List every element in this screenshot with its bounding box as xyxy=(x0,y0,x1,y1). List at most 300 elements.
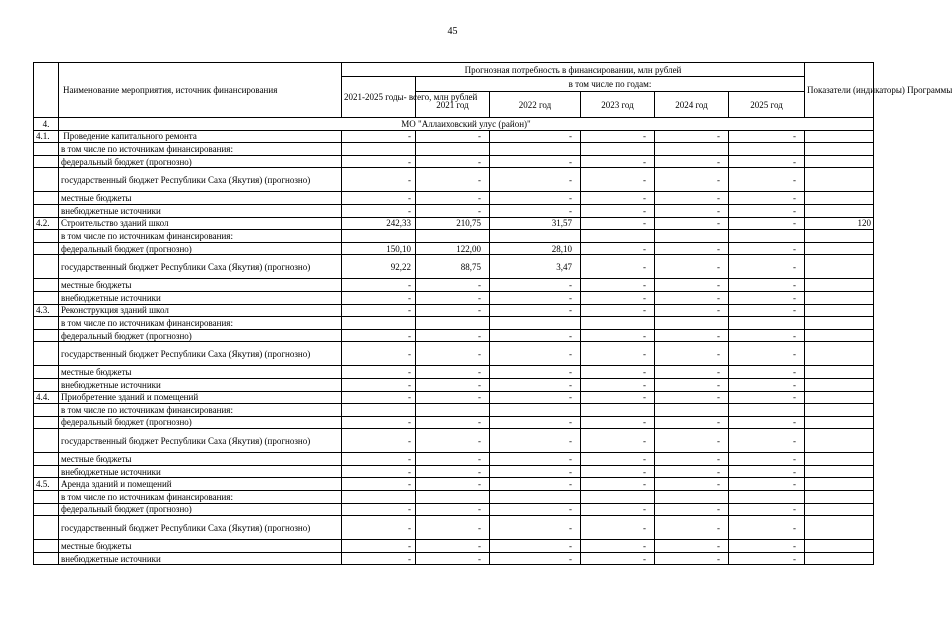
value-y2024: - xyxy=(655,478,729,491)
value-indicator xyxy=(805,453,874,466)
financing-table xyxy=(33,62,952,565)
source-name: в том числе по источникам финансирования: xyxy=(59,491,342,504)
value-y2021: - xyxy=(416,429,490,453)
value-y2021: 210,75 xyxy=(416,217,490,230)
header-year-2022: 2022 год xyxy=(490,92,581,118)
source-row xyxy=(34,192,874,205)
value-y2023: - xyxy=(581,204,655,217)
source-row xyxy=(34,279,874,292)
group-row xyxy=(34,478,874,491)
source-name: внебюджетные источники xyxy=(59,465,342,478)
value-y2022 xyxy=(490,230,581,243)
source-name: государственный бюджет Республики Саха (Якутия) (прогнозно) xyxy=(59,429,342,453)
source-row xyxy=(34,317,874,330)
source-name: внебюджетные источники xyxy=(59,378,342,391)
value-y2021: - xyxy=(416,516,490,540)
value-y2025: - xyxy=(729,391,805,404)
value-y2023 xyxy=(581,404,655,417)
value-y2021: - xyxy=(416,168,490,192)
value-y2024: - xyxy=(655,192,729,205)
value-y2024 xyxy=(655,317,729,330)
value-indicator xyxy=(805,192,874,205)
header-indicators: Показатели (индикаторы) Программы xyxy=(805,63,874,118)
value-total: - xyxy=(342,540,416,553)
value-y2022: - xyxy=(490,391,581,404)
group-num: 4.4. xyxy=(34,391,59,404)
value-y2021: - xyxy=(416,204,490,217)
source-num-cell xyxy=(34,143,59,156)
source-row xyxy=(34,204,874,217)
value-y2025 xyxy=(729,491,805,504)
value-total xyxy=(342,491,416,504)
value-total: - xyxy=(342,192,416,205)
value-y2025: - xyxy=(729,192,805,205)
value-y2023: - xyxy=(581,503,655,516)
header-by-years: в том числе по годам: xyxy=(416,77,805,92)
source-num-cell xyxy=(34,552,59,565)
value-indicator xyxy=(805,465,874,478)
value-y2022: - xyxy=(490,378,581,391)
value-y2024: - xyxy=(655,279,729,292)
value-y2023: - xyxy=(581,391,655,404)
value-y2025: - xyxy=(729,155,805,168)
value-indicator xyxy=(805,516,874,540)
value-y2022 xyxy=(490,491,581,504)
value-y2025 xyxy=(729,230,805,243)
value-total: - xyxy=(342,552,416,565)
value-y2021: 122,00 xyxy=(416,242,490,255)
header-year-2021: 2021 год xyxy=(416,92,490,118)
source-num-cell xyxy=(34,291,59,304)
value-y2025: - xyxy=(729,366,805,379)
page-number: 45 xyxy=(447,26,458,37)
source-num-cell xyxy=(34,429,59,453)
source-row xyxy=(34,503,874,516)
value-y2021: - xyxy=(416,540,490,553)
group-row xyxy=(34,217,874,230)
group-title: Строительство зданий школ xyxy=(59,217,342,230)
value-indicator xyxy=(805,391,874,404)
source-row xyxy=(34,342,874,366)
value-indicator xyxy=(805,366,874,379)
value-y2021: 88,75 xyxy=(416,255,490,279)
value-indicator xyxy=(805,255,874,279)
source-num-cell xyxy=(34,503,59,516)
value-y2023: - xyxy=(581,130,655,143)
value-total: - xyxy=(342,291,416,304)
value-indicator xyxy=(805,204,874,217)
value-y2021: - xyxy=(416,391,490,404)
source-row xyxy=(34,155,874,168)
value-y2021: - xyxy=(416,342,490,366)
value-total: - xyxy=(342,378,416,391)
value-y2021: - xyxy=(416,366,490,379)
group-title: Проведение капитального ремонта xyxy=(59,130,342,143)
value-y2024: - xyxy=(655,155,729,168)
source-num-cell xyxy=(34,155,59,168)
value-y2021: - xyxy=(416,329,490,342)
value-y2021: - xyxy=(416,192,490,205)
value-y2023 xyxy=(581,143,655,156)
value-indicator xyxy=(805,478,874,491)
value-total: - xyxy=(342,168,416,192)
value-y2024: - xyxy=(655,342,729,366)
value-y2023: - xyxy=(581,155,655,168)
value-y2022: - xyxy=(490,465,581,478)
source-name: внебюджетные источники xyxy=(59,291,342,304)
value-y2025: - xyxy=(729,130,805,143)
value-indicator xyxy=(805,429,874,453)
header-total: 2021-2025 годы- всего, млн рублей xyxy=(342,77,416,118)
value-total: 242,33 xyxy=(342,217,416,230)
value-y2024: - xyxy=(655,329,729,342)
value-total: - xyxy=(342,204,416,217)
value-y2023: - xyxy=(581,540,655,553)
source-name: внебюджетные источники xyxy=(59,552,342,565)
value-y2025: - xyxy=(729,255,805,279)
value-y2023: - xyxy=(581,329,655,342)
value-total: - xyxy=(342,130,416,143)
value-y2021 xyxy=(416,404,490,417)
value-indicator xyxy=(805,130,874,143)
value-indicator xyxy=(805,416,874,429)
value-y2021: - xyxy=(416,279,490,292)
group-num: 4.2. xyxy=(34,217,59,230)
source-num-cell xyxy=(34,491,59,504)
value-indicator xyxy=(805,279,874,292)
source-name: государственный бюджет Республики Саха (Якутия) (прогнозно) xyxy=(59,168,342,192)
group-num: 4.5. xyxy=(34,478,59,491)
value-indicator xyxy=(805,404,874,417)
value-y2023: - xyxy=(581,279,655,292)
source-row xyxy=(34,516,874,540)
value-y2025: - xyxy=(729,453,805,466)
source-name: в том числе по источникам финансирования: xyxy=(59,230,342,243)
value-y2022: - xyxy=(490,503,581,516)
value-y2023: - xyxy=(581,342,655,366)
value-y2022: - xyxy=(490,155,581,168)
source-name: государственный бюджет Республики Саха (Якутия) (прогнозно) xyxy=(59,255,342,279)
value-y2021: - xyxy=(416,304,490,317)
value-y2025: - xyxy=(729,168,805,192)
source-row xyxy=(34,404,874,417)
source-row xyxy=(34,168,874,192)
header-name-col: Наименование мероприятия, источник финансирования xyxy=(59,63,342,118)
group-title: Приобретение зданий и помещений xyxy=(59,391,342,404)
source-num-cell xyxy=(34,279,59,292)
value-y2024: - xyxy=(655,516,729,540)
value-total: - xyxy=(342,503,416,516)
value-y2022: - xyxy=(490,168,581,192)
value-y2023: - xyxy=(581,242,655,255)
table-header xyxy=(34,63,952,118)
value-indicator xyxy=(805,242,874,255)
value-y2025: - xyxy=(729,291,805,304)
value-y2022: - xyxy=(490,304,581,317)
source-num-cell xyxy=(34,378,59,391)
value-y2023: - xyxy=(581,378,655,391)
value-y2023 xyxy=(581,230,655,243)
table-body xyxy=(34,118,874,565)
value-y2021: - xyxy=(416,552,490,565)
header-forecast: Прогнозная потребность в финансировании, млн рублей xyxy=(342,63,805,77)
source-num-cell xyxy=(34,366,59,379)
source-num-cell xyxy=(34,540,59,553)
value-y2025: - xyxy=(729,329,805,342)
value-y2025: - xyxy=(729,416,805,429)
source-name: государственный бюджет Республики Саха (Якутия) (прогнозно) xyxy=(59,516,342,540)
value-y2023: - xyxy=(581,192,655,205)
value-y2022: - xyxy=(490,540,581,553)
value-indicator xyxy=(805,291,874,304)
source-num-cell xyxy=(34,230,59,243)
value-total: - xyxy=(342,429,416,453)
value-indicator xyxy=(805,143,874,156)
value-total: - xyxy=(342,465,416,478)
source-row xyxy=(34,242,874,255)
value-y2024 xyxy=(655,491,729,504)
source-num-cell xyxy=(34,168,59,192)
value-y2025 xyxy=(729,317,805,330)
value-y2024: - xyxy=(655,540,729,553)
value-total xyxy=(342,143,416,156)
value-y2023: - xyxy=(581,291,655,304)
value-y2021: - xyxy=(416,130,490,143)
header-num-cell xyxy=(34,63,59,118)
value-y2021: - xyxy=(416,378,490,391)
value-y2022 xyxy=(490,143,581,156)
source-num-cell xyxy=(34,453,59,466)
group-row xyxy=(34,130,874,143)
value-total: - xyxy=(342,516,416,540)
value-y2025: - xyxy=(729,242,805,255)
value-indicator xyxy=(805,552,874,565)
value-y2022: - xyxy=(490,279,581,292)
source-num-cell xyxy=(34,192,59,205)
value-total: 150,10 xyxy=(342,242,416,255)
source-num-cell xyxy=(34,255,59,279)
value-y2022: 28,10 xyxy=(490,242,581,255)
header-year-2023: 2023 год xyxy=(581,92,655,118)
source-row xyxy=(34,230,874,243)
value-total: - xyxy=(342,304,416,317)
value-indicator xyxy=(805,155,874,168)
value-y2025: - xyxy=(729,378,805,391)
value-y2025: - xyxy=(729,217,805,230)
source-row xyxy=(34,329,874,342)
value-y2023: - xyxy=(581,255,655,279)
value-indicator xyxy=(805,304,874,317)
source-row xyxy=(34,429,874,453)
value-y2021 xyxy=(416,230,490,243)
source-row xyxy=(34,255,874,279)
value-y2024: - xyxy=(655,552,729,565)
value-y2025: - xyxy=(729,516,805,540)
value-total: - xyxy=(342,342,416,366)
value-y2024: - xyxy=(655,503,729,516)
value-y2024 xyxy=(655,230,729,243)
source-row xyxy=(34,416,874,429)
value-y2024: - xyxy=(655,217,729,230)
value-y2022 xyxy=(490,404,581,417)
source-row xyxy=(34,143,874,156)
header-year-2024: 2024 год xyxy=(655,92,729,118)
value-y2024: - xyxy=(655,453,729,466)
value-total xyxy=(342,404,416,417)
source-row xyxy=(34,378,874,391)
value-y2025: - xyxy=(729,429,805,453)
value-y2024: - xyxy=(655,378,729,391)
value-y2024: - xyxy=(655,465,729,478)
value-y2021: - xyxy=(416,291,490,304)
value-y2023 xyxy=(581,491,655,504)
source-num-cell xyxy=(34,342,59,366)
source-row xyxy=(34,453,874,466)
value-total: - xyxy=(342,391,416,404)
value-y2025: - xyxy=(729,552,805,565)
value-y2024: - xyxy=(655,366,729,379)
value-y2025: - xyxy=(729,279,805,292)
source-name: федеральный бюджет (прогнозно) xyxy=(59,416,342,429)
value-y2023: - xyxy=(581,429,655,453)
source-row xyxy=(34,291,874,304)
value-y2024: - xyxy=(655,168,729,192)
value-total: 92,22 xyxy=(342,255,416,279)
value-indicator xyxy=(805,540,874,553)
source-row xyxy=(34,366,874,379)
value-total xyxy=(342,230,416,243)
source-row xyxy=(34,491,874,504)
value-y2024: - xyxy=(655,291,729,304)
value-indicator xyxy=(805,491,874,504)
group-title: Аренда зданий и помещений xyxy=(59,478,342,491)
value-total: - xyxy=(342,279,416,292)
source-name: местные бюджеты xyxy=(59,279,342,292)
value-y2022: - xyxy=(490,291,581,304)
value-y2024: - xyxy=(655,416,729,429)
source-row xyxy=(34,465,874,478)
value-y2021: - xyxy=(416,503,490,516)
value-y2022: - xyxy=(490,416,581,429)
source-num-cell xyxy=(34,204,59,217)
value-y2025 xyxy=(729,404,805,417)
source-num-cell xyxy=(34,242,59,255)
source-num-cell xyxy=(34,404,59,417)
source-name: в том числе по источникам финансирования: xyxy=(59,317,342,330)
value-y2022: - xyxy=(490,478,581,491)
value-y2025 xyxy=(729,143,805,156)
value-y2021 xyxy=(416,491,490,504)
source-row xyxy=(34,552,874,565)
value-y2025: - xyxy=(729,304,805,317)
value-y2021: - xyxy=(416,416,490,429)
value-y2023: - xyxy=(581,416,655,429)
value-indicator xyxy=(805,342,874,366)
source-name: федеральный бюджет (прогнозно) xyxy=(59,503,342,516)
group-row xyxy=(34,304,874,317)
value-y2021 xyxy=(416,317,490,330)
value-total: - xyxy=(342,366,416,379)
value-y2022: - xyxy=(490,192,581,205)
value-total xyxy=(342,317,416,330)
value-y2024 xyxy=(655,143,729,156)
source-row xyxy=(34,540,874,553)
value-y2021 xyxy=(416,143,490,156)
source-name: местные бюджеты xyxy=(59,366,342,379)
value-y2023: - xyxy=(581,217,655,230)
section-row xyxy=(34,118,874,131)
value-y2023: - xyxy=(581,516,655,540)
value-y2021: - xyxy=(416,478,490,491)
value-indicator xyxy=(805,168,874,192)
value-y2022: - xyxy=(490,130,581,143)
value-y2024 xyxy=(655,404,729,417)
value-y2023: - xyxy=(581,304,655,317)
group-num: 4.1. xyxy=(34,130,59,143)
source-num-cell xyxy=(34,465,59,478)
value-indicator xyxy=(805,378,874,391)
group-num: 4.3. xyxy=(34,304,59,317)
value-y2024: - xyxy=(655,391,729,404)
source-name: местные бюджеты xyxy=(59,540,342,553)
value-y2021: - xyxy=(416,465,490,478)
value-y2023: - xyxy=(581,552,655,565)
source-num-cell xyxy=(34,416,59,429)
value-y2022: - xyxy=(490,329,581,342)
source-name: федеральный бюджет (прогнозно) xyxy=(59,242,342,255)
value-y2024: - xyxy=(655,304,729,317)
source-name: федеральный бюджет (прогнозно) xyxy=(59,155,342,168)
value-y2025: - xyxy=(729,342,805,366)
value-total: - xyxy=(342,416,416,429)
source-name: внебюджетные источники xyxy=(59,204,342,217)
value-y2025: - xyxy=(729,478,805,491)
value-y2021: - xyxy=(416,155,490,168)
section-num: 4. xyxy=(34,118,59,131)
value-indicator xyxy=(805,503,874,516)
value-indicator xyxy=(805,230,874,243)
value-y2022: - xyxy=(490,516,581,540)
value-indicator xyxy=(805,317,874,330)
source-name: местные бюджеты xyxy=(59,192,342,205)
source-num-cell xyxy=(34,329,59,342)
value-y2024: - xyxy=(655,255,729,279)
value-y2022: 31,57 xyxy=(490,217,581,230)
value-y2025: - xyxy=(729,465,805,478)
value-y2023: - xyxy=(581,366,655,379)
value-y2023: - xyxy=(581,168,655,192)
value-total: - xyxy=(342,453,416,466)
source-num-cell xyxy=(34,516,59,540)
value-y2021: - xyxy=(416,453,490,466)
value-y2024: - xyxy=(655,130,729,143)
value-indicator: 120 xyxy=(805,217,874,230)
source-name: в том числе по источникам финансирования: xyxy=(59,404,342,417)
value-y2022: 3,47 xyxy=(490,255,581,279)
value-y2024: - xyxy=(655,429,729,453)
source-name: местные бюджеты xyxy=(59,453,342,466)
value-y2024: - xyxy=(655,204,729,217)
value-y2023: - xyxy=(581,453,655,466)
group-row xyxy=(34,391,874,404)
value-y2025: - xyxy=(729,204,805,217)
value-y2025: - xyxy=(729,540,805,553)
value-total: - xyxy=(342,478,416,491)
value-total: - xyxy=(342,329,416,342)
section-title: МО "Аллаиховский улус (район)" xyxy=(59,118,874,131)
value-y2024: - xyxy=(655,242,729,255)
value-indicator xyxy=(805,329,874,342)
